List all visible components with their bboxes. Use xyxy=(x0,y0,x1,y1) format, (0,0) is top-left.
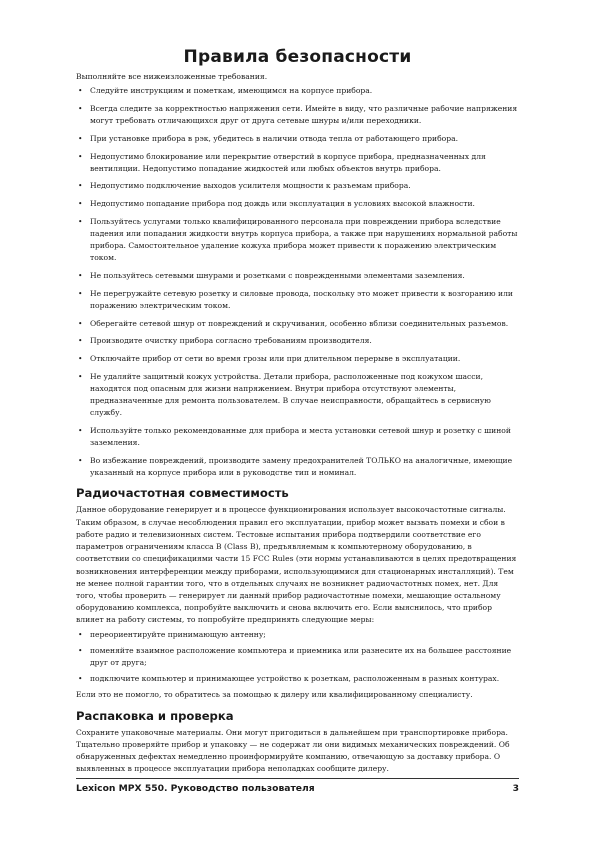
bullet-icon: • xyxy=(78,86,83,96)
footer-manual-title: Lexicon MPX 550. Руководство пользователя xyxy=(76,783,315,794)
unpacking-body: Сохраните упаковочные материалы. Они могут пригодиться в дальнейшем при транспортировке прибора. Тщательно проверяйте прибор и упаковку — не содержат ли они видимых механических повреждений. Об обнаруженных дефектах немедленно проинформируйте компанию, отвечающую за доставку прибора. О выявленных в процессе эксплуатации прибора неполадках сообщите дилеру. xyxy=(76,727,510,774)
bullet-icon: • xyxy=(78,288,83,298)
unpacking-heading: Распаковка и проверка xyxy=(76,708,234,723)
rf-body: Данное оборудование генерирует и в процессе функционирования использует высокочастотные сигналы. Таким образом, в случае несоблюдения правил его эксплуатации, прибор может вызвать помехи и сбои в работе радио и телевизионных систем. Тестовые испытания прибора подтвердили соответствие его параметров ограничениям класса B (Class B), предъявляемым к компьютерному оборудованию, в соответствии со спецификациями части 15 FCC Rules (эти нормы устанавливаются в целях предотвращения возникновения интерференции между приборами, использующимися для стационарных инсталляций). Тем не менее полной гарантии того, что в отдельных случаях не возникнет радиочастотных помех, нет. Для того, чтобы проверить — генерирует ли данный прибор радиочастотные помехи, мешающие остальному оборудованию комплекса, попробуйте выключить и снова включить его. Если выяснилось, что прибор влияет на работу системы, то попробуйте предпринять следующие меры: xyxy=(76,505,517,625)
list-item: • Используйте только рекомендованные для прибора и места установки сетевой шнур и розетку с шиной заземления. xyxy=(78,426,511,448)
list-item: • подключите компьютер и принимающее устройство к розеткам, расположенным в разных контурах. xyxy=(76,673,519,685)
rf-heading: Радиочастотная совместимость xyxy=(76,486,289,501)
list-item: • Пользуйтесь услугами только квалифицированного персонала при повреждении прибора вследствие падения или попадания жидкости внутрь корпуса прибора, а также при нарушениях нормальной работы прибора. Самостоятельное удаление кожуха прибора может привести к поражению электрическим током. xyxy=(78,216,518,263)
list-item: • поменяйте взаимное расположение компьютера и приемника или разнесите их на большее расстояние друг от друга; xyxy=(78,645,512,667)
list-item: • Не удаляйте защитный кожух устройства. Детали прибора, расположенные под кожухом шасси, находятся под опасным для жизни напряжением. Внутри прибора отсутствуют элементы, предназначенные для ремонта пользователем. В случае неисправности, обращайтесь в сервисную службу. xyxy=(78,371,491,418)
bullet-icon: • xyxy=(78,371,83,381)
rf-measures-list xyxy=(76,629,519,686)
safety-list xyxy=(76,85,519,479)
page-content xyxy=(76,71,519,777)
list-item: • Во избежание повреждений, производите замену предохранителей ТОЛЬКО на аналогичные, имеющие указанный на корпусе прибора или в руководстве тип и номинал. xyxy=(78,456,513,478)
bullet-icon: • xyxy=(78,318,83,328)
bullet-icon: • xyxy=(78,181,83,191)
bullet-icon: • xyxy=(78,336,83,346)
bullet-icon: • xyxy=(78,354,83,364)
list-item: • Недопустимо попадание прибора под дождь или эксплуатация в условиях высокой влажности. xyxy=(76,198,519,210)
list-item: • Не перегружайте сетевую розетку и силовые провода, поскольку это может привести к возгоранию или поражению электрическим током. xyxy=(78,288,513,311)
list-item: • Недопустимо подключение выходов усилителя мощности к разъемам прибора. xyxy=(76,180,519,192)
bullet-icon: • xyxy=(78,629,83,639)
list-item: • Не пользуйтесь сетевыми шнурами и розетками с поврежденными элементами заземления. xyxy=(76,270,519,282)
list-item: • Следуйте инструкциям и пометкам, имеющимся на корпусе прибора. xyxy=(76,85,519,97)
bullet-icon: • xyxy=(78,133,83,143)
bullet-icon: • xyxy=(78,199,83,209)
bullet-icon: • xyxy=(78,271,83,281)
list-item: • переориентируйте принимающую антенну; xyxy=(76,629,519,641)
list-item: • При установке прибора в рэк, убедитесь в наличии отвода тепла от работающего прибора. xyxy=(76,133,519,145)
bullet-icon: • xyxy=(78,216,83,226)
list-item: • Недопустимо блокирование или перекрытие отверстий в корпусе прибора, предназначенных для вентиляции. Недопустимо попадание жидкостей или любых объектов внутрь прибора. xyxy=(78,151,486,173)
intro-text: Выполняйте все нижеизложенные требования. xyxy=(76,72,268,81)
footer-divider xyxy=(76,778,519,779)
bullet-icon: • xyxy=(78,456,83,466)
bullet-icon: • xyxy=(78,103,83,113)
rf-closing: Если это не помогло, то обратитесь за помощью к дилеру или квалифицированному специалисту. xyxy=(76,690,473,700)
list-item: • Отключайте прибор от сети во время грозы или при длительном перерыве в эксплуатации. xyxy=(76,353,519,365)
bullet-icon: • xyxy=(78,674,83,684)
page-title: Правила безопасности xyxy=(183,47,412,67)
list-item: • Оберегайте сетевой шнур от повреждений и скручивания, особенно вблизи соединительных разъемов. xyxy=(76,318,519,330)
bullet-icon: • xyxy=(78,645,83,655)
bullet-icon: • xyxy=(78,151,83,161)
list-item: • Всегда следите за корректностью напряжения сети. Имейте в виду, что различные рабочие напряжения могут требовать отличающихся друг от друга сетевые шнуры и/или переходники. xyxy=(78,103,518,126)
list-item: • Производите очистку прибора согласно требованиям производителя. xyxy=(76,335,519,347)
page-number: 3 xyxy=(512,783,519,794)
bullet-icon: • xyxy=(78,426,83,436)
